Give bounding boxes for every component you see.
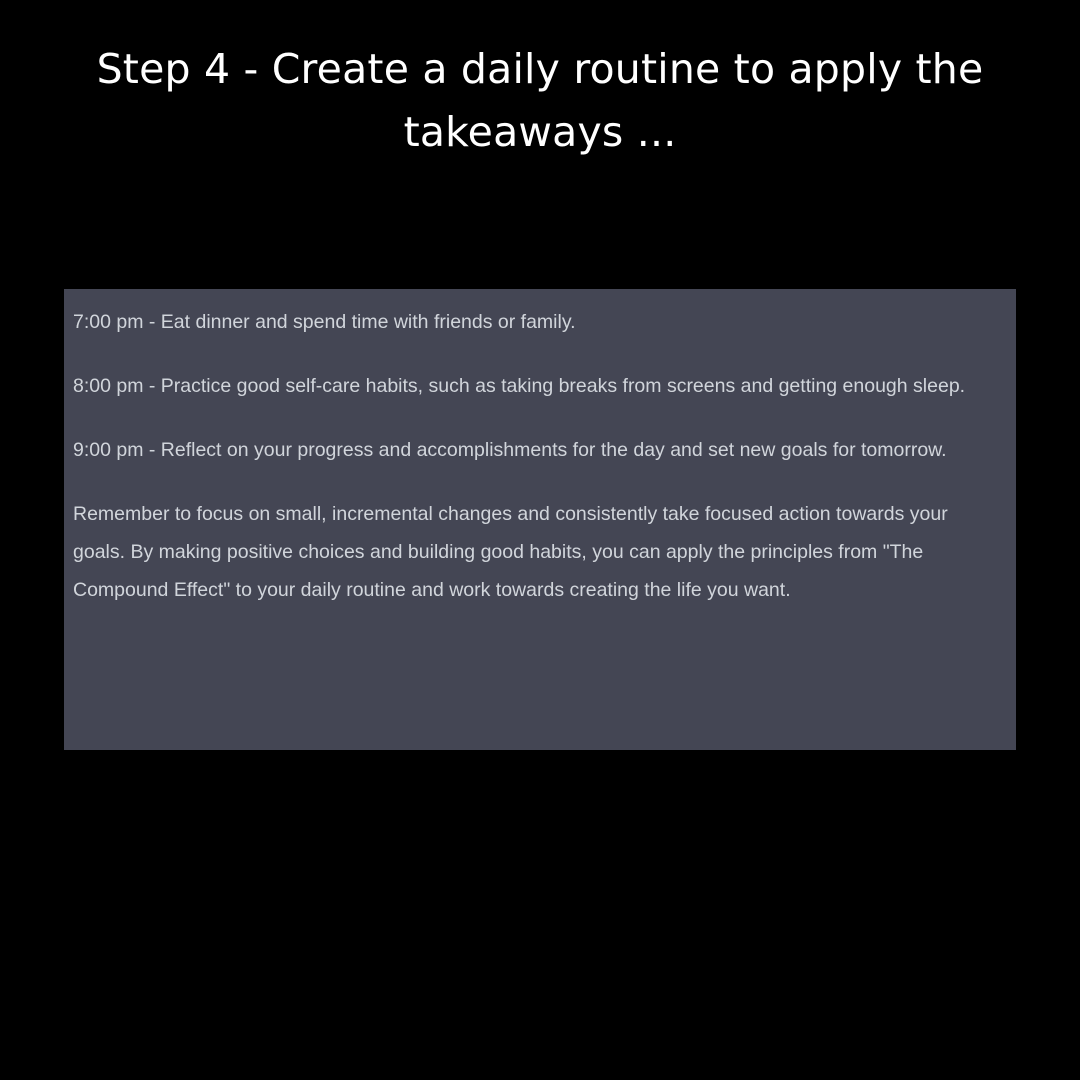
routine-item-9pm: 9:00 pm - Reflect on your progress and accomplishments for the day and set new goals for tomorrow. [73, 439, 947, 461]
closing-paragraph: Remember to focus on small, incremental changes and consistently take focused action towards your goals. By making positive choices and building good habits, you can apply the principles from "The Compound Effect" to your daily routine and work towards creating the life you want. [73, 503, 948, 601]
routine-item-8pm: 8:00 pm - Practice good self-care habits, such as taking breaks from screens and getting enough sleep. [73, 375, 966, 397]
slide-title [40, 38, 1040, 164]
routine-item-7pm: 7:00 pm - Eat dinner and spend time with friends or family. [73, 311, 576, 333]
slide-title-line-1: Step 4 - Create a daily routine to apply the [96, 45, 984, 93]
chat-response-panel [64, 289, 1016, 750]
slide-title-line-2: takeaways ... [403, 108, 677, 156]
